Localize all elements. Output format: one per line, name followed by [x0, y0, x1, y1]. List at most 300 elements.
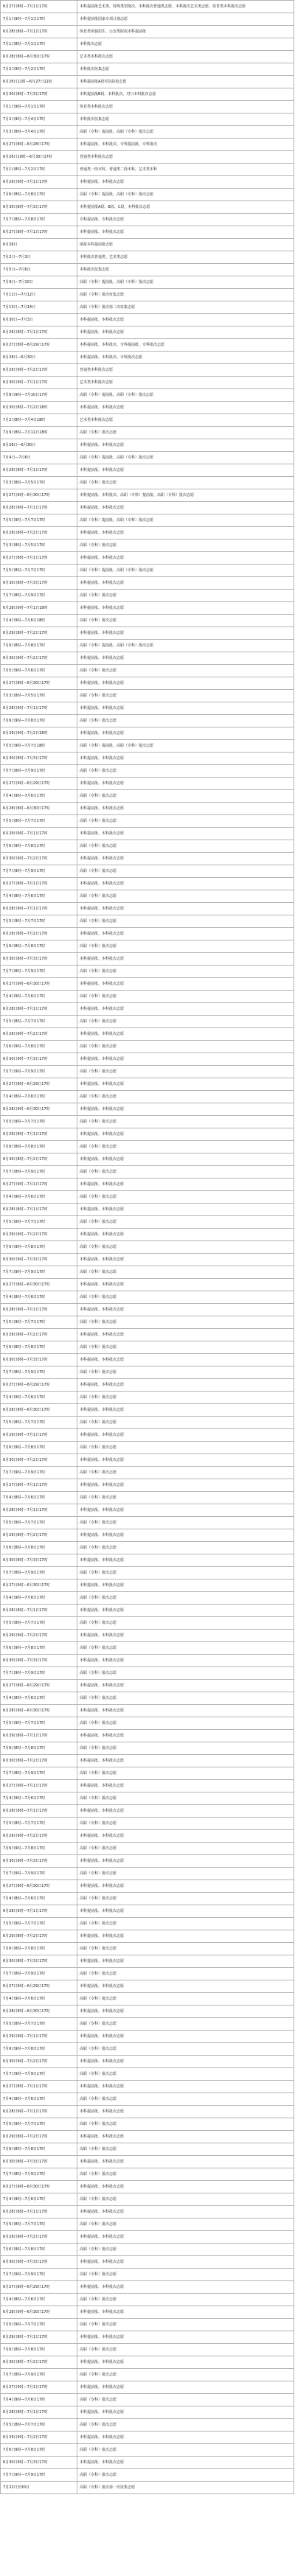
time-cell: 6月27日9时—7月1日17时 — [1, 2381, 77, 2393]
time-cell: 6月28日9时—7月1日17时 — [1, 1304, 77, 1316]
description-cell: 本科批次征集志愿 — [77, 264, 294, 276]
description-cell: 本科提前批、本科批次志愿 — [77, 1279, 294, 1291]
description-cell: 高职（专科）批次志愿 — [77, 2219, 294, 2230]
table-row — [1, 602, 294, 615]
table-row — [1, 2018, 294, 2031]
table-row — [1, 540, 294, 552]
description-cell: 高职（专科）批次志愿 — [77, 1191, 294, 1203]
time-cell: 7月5日9时—7月7日17时 — [1, 2118, 77, 2130]
table-row — [1, 1191, 294, 1204]
time-cell: 7月4日8时—7月6日17时 — [1, 1692, 77, 1704]
table-row — [1, 1179, 294, 1191]
time-cell: 6月30日9时—7月3日17时 — [1, 2256, 77, 2268]
time-cell: 7月3日8时—7月4日17时 — [1, 126, 77, 138]
time-cell: 6月28日9时—6月30日17时 — [1, 1705, 77, 1717]
time-cell: 6月30日9时—7月2日17时 — [1, 853, 77, 865]
table-row — [1, 1843, 294, 1855]
description-cell: 本科提前批、本科批次志愿 — [77, 439, 294, 451]
table-row — [1, 414, 294, 427]
table-row — [1, 652, 294, 665]
time-cell: 7月7日8时—7月9日17时 — [1, 1166, 77, 1178]
time-cell: 7月7日8时—7月9日17时 — [1, 1968, 77, 1980]
table-row — [1, 1755, 294, 1767]
description-cell: 高职（专科）批次志愿 — [77, 1692, 294, 1704]
description-cell: 高职（专科）批次志愿 — [77, 1793, 294, 1804]
time-cell: 7月4日9时—7月6日17时 — [1, 991, 77, 1002]
table-row — [1, 1153, 294, 1166]
description-cell: 高职（专科）批次志愿 — [77, 1517, 294, 1529]
table-row — [1, 1767, 294, 1780]
table-row — [1, 1968, 294, 1980]
description-cell: 本科提前批、本科批次志愿 — [77, 1028, 294, 1040]
time-cell: 7月3日8时—7月5日17时 — [1, 690, 77, 702]
time-cell: 7月6日9时—7月8日17时 — [1, 1642, 77, 1654]
table-row — [1, 2131, 294, 2143]
table-row — [1, 1517, 294, 1529]
time-cell: 7月5日9时—7月7日17时 — [1, 1717, 77, 1729]
time-cell: 7月7日8时—7月9日17时 — [1, 1567, 77, 1579]
table-row — [1, 727, 294, 740]
description-cell: 本科提前批、本科批次志愿 — [77, 402, 294, 413]
description-cell: 本科提前批、本科批次志愿 — [77, 1204, 294, 1215]
table-row — [1, 1467, 294, 1479]
description-cell: 本科提前批、本科批次志愿 — [77, 1605, 294, 1616]
table-row — [1, 176, 294, 189]
time-cell: 7月1日9时—7月1日17时 — [1, 101, 77, 113]
table-row — [1, 1078, 294, 1091]
table-row — [1, 2244, 294, 2256]
table-row — [1, 2256, 294, 2269]
description-cell: 本科提前批、本科批次志愿 — [77, 2081, 294, 2092]
table-row — [1, 840, 294, 853]
description-cell: 本科提前批、本科批次志愿 — [77, 1454, 294, 1466]
time-cell: 6月28日8时—7月1日17时 — [1, 1605, 77, 1616]
time-cell: 7月4日9时—7月6日17时 — [1, 1191, 77, 1203]
table-row — [1, 477, 294, 489]
table-row — [1, 1930, 294, 1943]
table-row — [1, 1580, 294, 1592]
time-cell: 7月6日8时—7月8日17时 — [1, 1742, 77, 1754]
time-cell: 7月6日9时—7月8日17时 — [1, 2444, 77, 2456]
time-cell: 7月6日9时—7月8日17时 — [1, 1442, 77, 1453]
table-row — [1, 439, 294, 452]
table-row — [1, 1918, 294, 1930]
time-cell: 7月7日8时—7月9日17时 — [1, 2369, 77, 2381]
description-cell: 高职（专科）批次志愿 — [77, 815, 294, 827]
time-cell: 7月6日9时—7月8日17时 — [1, 2244, 77, 2255]
time-cell: 6月29日9时—7月1日17时 — [1, 1429, 77, 1441]
description-cell: 高职（专科）批次志愿 — [77, 1968, 294, 1980]
table-row — [1, 26, 294, 38]
time-cell: 6月27日9时—6月30日17时 — [1, 489, 77, 501]
time-cell: 6月29日8时—7月1日17时 — [1, 1730, 77, 1742]
time-cell: 7月3日8时—7月5日17时 — [1, 540, 77, 551]
description-cell: 本科提前批、本科批次志愿 — [77, 2106, 294, 2118]
time-cell: 7月7日8时—7月9日17时 — [1, 1767, 77, 1779]
time-cell: 6月30日9时—7月3日17时 — [1, 2457, 77, 2468]
description-cell: 高职（专科）批次志愿 — [77, 1291, 294, 1303]
table-row — [1, 1291, 294, 1304]
description-cell: 本科提前批、本科批次志愿 — [77, 1404, 294, 1416]
description-cell: 高职（专科）批次志愿 — [77, 590, 294, 601]
table-row — [1, 2143, 294, 2156]
table-row — [1, 489, 294, 502]
description-cell: 普通类本科批次志愿 — [77, 151, 294, 163]
table-row — [1, 1993, 294, 2006]
time-cell: 6月27日8时—6月30日17时 — [1, 677, 77, 689]
description-cell: 本科提前批、本科批次志愿 — [77, 1229, 294, 1240]
table-row — [1, 978, 294, 991]
time-cell: 7月4日—7月6日 — [1, 452, 77, 464]
time-cell: 6月28日8时—7月1日17时 — [1, 2206, 77, 2218]
description-cell: 高职（专科）批次志愿 — [77, 665, 294, 677]
table-row — [1, 878, 294, 890]
description-cell: 高职（专科）批次志愿 — [77, 2444, 294, 2456]
time-cell: 7月4日9时—7月6日17时 — [1, 1592, 77, 1604]
table-row — [1, 352, 294, 364]
description-cell: 本科提前批、本科批次志愿 — [77, 1103, 294, 1115]
time-cell: 7月7日9时—7月9日17时 — [1, 2068, 77, 2080]
time-cell: 6月30日9时—7月3日17时 — [1, 1655, 77, 1666]
time-cell: 6月29日9时—7月1日17时 — [1, 828, 77, 840]
table-row — [1, 690, 294, 702]
description-cell: 本科提前批、本科批次志愿 — [77, 1655, 294, 1666]
time-cell: 6月26日 — [1, 239, 77, 251]
time-cell: 6月27日9时—6月29日17时 — [1, 778, 77, 789]
table-row — [1, 1392, 294, 1404]
description-cell: 本科提前批、本科批次志愿 — [77, 2156, 294, 2168]
description-cell: 高职（专科）批次志愿 — [77, 1492, 294, 1504]
table-row — [1, 1705, 294, 1717]
description-cell: 高职（专科）批次志愿 — [77, 840, 294, 852]
table-row — [1, 63, 294, 76]
description-cell: 本科提前批、本科批次志愿 — [77, 1680, 294, 1692]
table-row — [1, 1204, 294, 1216]
description-cell: 高职（专科）批次志愿 — [77, 966, 294, 977]
description-cell: 本科批次志愿 — [77, 38, 294, 50]
table-row — [1, 2369, 294, 2381]
time-cell: 6月27日8时—7月1日17时 — [1, 878, 77, 890]
time-cell: 7月5日9时—7月7日17时 — [1, 915, 77, 927]
description-cell: 本科提前批、本科批次志愿 — [77, 2056, 294, 2067]
time-cell: 7月4日8时—7月6日17时 — [1, 2294, 77, 2306]
description-cell: 本科提前批、本科批次志愿 — [77, 2457, 294, 2468]
table-row — [1, 2031, 294, 2043]
description-cell: 本科提前批、本科批次志愿 — [77, 502, 294, 514]
time-cell: 7月5日8时—7月7日17时 — [1, 1617, 77, 1629]
description-cell: 本科提前批、本科批次志愿 — [77, 778, 294, 789]
time-cell: 7月5日8时—7月7日17时 — [1, 565, 77, 576]
table-row — [1, 2043, 294, 2056]
time-cell: 6月29日9时—7月2日18时 — [1, 727, 77, 739]
table-row — [1, 1429, 294, 1442]
description-cell: 本科提前批、本科批次志愿 — [77, 1153, 294, 1165]
time-cell: 6月30日9时—7月3日17时 — [1, 1053, 77, 1065]
description-cell: 本科提前批、本科批次志愿 — [77, 1630, 294, 1641]
time-cell: 6月27日8时—7月1日17时 — [1, 552, 77, 564]
description-cell: 本科提前批、本科批次志愿 — [77, 702, 294, 714]
description-cell: 高职（专科）批次志愿 — [77, 1392, 294, 1403]
table-row — [1, 1103, 294, 1116]
time-cell: 7月2日8时—7月4日18时 — [1, 414, 77, 426]
description-cell: 高职（专科）批次志愿 — [77, 2168, 294, 2180]
time-cell: 6月28日9时—7月1日18时 — [1, 602, 77, 614]
time-cell: 7月9日—7月10日 — [1, 276, 77, 288]
description-cell: 高职（专科）批次志愿 — [77, 2344, 294, 2356]
table-row — [1, 2006, 294, 2018]
description-cell: 高职（专科）批次志愿 — [77, 1216, 294, 1228]
time-cell: 6月27日8时—6月29日17时 — [1, 2281, 77, 2293]
description-cell: 本科批次普通类、艺术类志愿 — [77, 251, 294, 263]
time-cell: 6月29日8时—7月2日17时 — [1, 627, 77, 639]
description-cell: 本科提前批、本科批次志愿 — [77, 464, 294, 476]
table-row — [1, 1542, 294, 1554]
table-row — [1, 114, 294, 126]
table-row — [1, 615, 294, 627]
time-cell: 7月5日9时—7月7日17时 — [1, 2319, 77, 2331]
table-row — [1, 1605, 294, 1617]
table-row — [1, 2306, 294, 2319]
description-cell: 本科提前批、本科批次志愿 — [77, 2181, 294, 2193]
time-cell: 6月28日—6月30日 — [1, 439, 77, 451]
description-cell: 高职（专科）批次志愿 — [77, 2294, 294, 2306]
table-row — [1, 1780, 294, 1793]
table-row — [1, 201, 294, 214]
description-cell: 高职（专科）批次志愿 — [77, 1091, 294, 1103]
time-cell: 7月1日8时—7月2日17时 — [1, 164, 77, 175]
description-cell: 本科提前批、本科批次志愿 — [77, 1304, 294, 1316]
time-cell: 6月28日9时—6月30日17时 — [1, 2306, 77, 2318]
description-cell: 高职（专科）批次志愿 — [77, 1542, 294, 1554]
description-cell: 本科提前批、本科批次、专科批次志愿 — [77, 352, 294, 363]
table-row — [1, 1717, 294, 1730]
description-cell: 体育类本科批次志愿 — [77, 101, 294, 113]
table-row — [1, 339, 294, 352]
time-cell: 6月28日8时—6月30日17时 — [1, 51, 77, 63]
table-row — [1, 640, 294, 652]
description-cell: 本科提前批、本科批次志愿 — [77, 1078, 294, 1090]
description-cell: 艺术类本科批次志愿 — [77, 377, 294, 388]
description-cell: 本科提前批、本科批次志愿 — [77, 903, 294, 915]
time-cell: 6月28日9时—7月1日17时 — [1, 702, 77, 714]
description-cell: 高职（专科）提前批、高职（专科）批次志愿 — [77, 514, 294, 526]
description-cell: 本科提前批、本科批次志愿 — [77, 1128, 294, 1140]
table-row — [1, 1592, 294, 1605]
description-cell: 高职（专科）提前批、高职（专科）批次志愿 — [77, 452, 294, 464]
time-cell: 7月6日8时—7月8日17时 — [1, 1943, 77, 1955]
table-row — [1, 2406, 294, 2419]
table-row — [1, 101, 294, 114]
description-cell: 高职（专科）批次志愿 — [77, 2018, 294, 2030]
time-cell: 7月6日8时—7月8日17时 — [1, 2344, 77, 2356]
time-cell: 6月29日8时—7月2日17时 — [1, 1329, 77, 1341]
time-cell: 6月28日—6月30日 — [1, 352, 77, 363]
time-cell: 6月26日10时—6月30日17时 — [1, 151, 77, 163]
table-row — [1, 2156, 294, 2168]
description-cell: 本科提前批、本科批次志愿 — [77, 2432, 294, 2443]
table-row — [1, 1417, 294, 1429]
table-row — [1, 853, 294, 865]
table-row — [1, 1442, 294, 1454]
description-cell: 高职（专科）批次第二次征集志愿 — [77, 301, 294, 313]
description-cell: 本科批次征集志愿 — [77, 114, 294, 125]
description-cell: 高职（专科）批次志愿 — [77, 940, 294, 952]
table-row — [1, 627, 294, 640]
table-row — [1, 1943, 294, 1955]
table-row — [1, 702, 294, 715]
description-cell: 高职（专科）批次志愿 — [77, 2043, 294, 2055]
description-cell: 高职（专科）批次志愿 — [77, 1041, 294, 1053]
description-cell: 本科提前批、本科批次志愿 — [77, 552, 294, 564]
time-cell: 7月5日9时—7月7日17时 — [1, 514, 77, 526]
time-cell: 7月6日9时—7月8日17时 — [1, 840, 77, 852]
description-cell: 本科提前批、本科批次志愿 — [77, 2331, 294, 2343]
description-cell: 高职（专科）批次志愿 — [77, 2419, 294, 2431]
description-cell: 高职（专科）批次志愿 — [77, 1341, 294, 1353]
table-row — [1, 1028, 294, 1041]
description-cell: 高职（专科）批次志愿 — [77, 1818, 294, 1829]
table-row — [1, 577, 294, 590]
time-cell: 6月30日8时—7月3日17时 — [1, 1955, 77, 1967]
description-cell: 本科提前批、本科批次志愿 — [77, 2406, 294, 2418]
time-cell: 7月5日8时—7月7日17时 — [1, 1216, 77, 1228]
table-row — [1, 151, 294, 164]
description-cell: 高职（专科）提前批、高职（专科）批次志愿 — [77, 565, 294, 576]
time-cell: 6月29日8时—7月2日17时 — [1, 527, 77, 539]
time-cell: 7月5日8时—7月7日17时 — [1, 1016, 77, 1027]
time-cell: 7月4日9时—7月6日17时 — [1, 2193, 77, 2205]
description-cell: 本科提前批、本科批次志愿 — [77, 2031, 294, 2042]
description-cell: 高职（专科）批次志愿 — [77, 2068, 294, 2080]
time-cell: 7月5日8时—7月7日17时 — [1, 2219, 77, 2230]
description-cell: 本科提前批、本科批次志愿 — [77, 226, 294, 238]
table-row — [1, 364, 294, 377]
time-cell: 7月3日8时—7月5日17时 — [1, 477, 77, 489]
description-cell: 高职（专科）批次志愿 — [77, 2193, 294, 2205]
description-cell: 本科提前批B段、本科批次、对口本科批次志愿 — [77, 88, 294, 100]
description-cell: 本科提前批A段、B段、C段，本科批次志愿 — [77, 201, 294, 213]
table-row — [1, 2168, 294, 2181]
table-row — [1, 2193, 294, 2206]
description-cell: 高职（专科）提前批、高职（专科）批次志愿 — [77, 640, 294, 652]
table-row — [1, 1279, 294, 1291]
time-cell: 6月30日8时—7月3日17时 — [1, 753, 77, 764]
time-cell: 6月29日9时—7月2日17时 — [1, 2231, 77, 2243]
description-cell: 本科提前批、本科批次志愿 — [77, 2356, 294, 2368]
time-cell: 6月27日8时—6月28日17时 — [1, 139, 77, 150]
time-cell: 6月30日8时—7月3日17时 — [1, 953, 77, 965]
time-cell: 7月7日8时—7月9日17时 — [1, 966, 77, 977]
description-cell: 体育类单独招生、公安类院校本科提前批 — [77, 26, 294, 38]
time-cell: 7月6日8时—7月8日17时 — [1, 940, 77, 952]
description-cell: 本科提前批、本科批次志愿 — [77, 602, 294, 614]
description-cell: 本科提前批、本科批次志愿 — [77, 853, 294, 865]
table-row — [1, 2469, 294, 2482]
time-cell: 6月29日8时—7月1日17时 — [1, 2331, 77, 2343]
time-cell: 7月4日9时—7月6日17时 — [1, 1793, 77, 1804]
table-row — [1, 1818, 294, 1830]
table-row — [1, 590, 294, 602]
time-cell: 7月13日—7月14日 — [1, 301, 77, 313]
time-cell: 6月28日8时—7月1日17时 — [1, 2406, 77, 2418]
time-cell: 6月28日8时—7月1日17时 — [1, 1003, 77, 1015]
time-cell: 6月29日9时—7月1日17时 — [1, 2031, 77, 2042]
table-row — [1, 1868, 294, 1880]
table-row — [1, 2056, 294, 2068]
table-row — [1, 1730, 294, 1742]
table-row — [1, 1354, 294, 1366]
description-cell: 高职（专科）批次志愿 — [77, 790, 294, 802]
time-cell: 6月27日9时—6月29日17时 — [1, 1379, 77, 1391]
time-cell: 6月29日9时—7月2日17时 — [1, 2432, 77, 2443]
description-cell: 本科提前批、本科批次志愿 — [77, 1930, 294, 1942]
time-cell: 7月5日8时—7月7日17时 — [1, 815, 77, 827]
table-row — [1, 1066, 294, 1078]
description-cell: 本科提前批、本科批次志愿 — [77, 1805, 294, 1817]
table-row — [1, 139, 294, 151]
table-row — [1, 803, 294, 815]
table-row — [1, 940, 294, 953]
time-cell: 6月30日8时—7月3日17时 — [1, 2156, 77, 2168]
description-cell: 高职（专科）批次志愿 — [77, 1366, 294, 1378]
description-cell: 高职（专科）批次志愿 — [77, 1843, 294, 1854]
description-cell: 高职（专科）批次志愿 — [77, 715, 294, 727]
table-row — [1, 903, 294, 915]
description-cell: 高职（专科）批次志愿 — [77, 690, 294, 702]
time-cell: 6月30日8时—7月3日17时 — [1, 1554, 77, 1566]
table-row — [1, 1041, 294, 1053]
description-cell: 本科提前批、本科批次志愿 — [77, 1429, 294, 1441]
description-cell: 高职（专科）批次志愿 — [77, 1141, 294, 1153]
time-cell: 6月28日8时—7月1日17时 — [1, 1204, 77, 1215]
time-cell: 7月4日9时—7月6日17时 — [1, 1993, 77, 2005]
time-cell: 6月27日8时—6月30日17时 — [1, 1279, 77, 1291]
time-cell: 6月27日9时—6月29日17时 — [1, 1980, 77, 1992]
description-cell: 本科提前批国家专项计划志愿 — [77, 13, 294, 25]
table-row — [1, 740, 294, 753]
time-cell: 6月27日9时—7月1日17时 — [1, 1179, 77, 1190]
table-row — [1, 389, 294, 402]
description-cell: 本科提前批、本科批次志愿 — [77, 1354, 294, 1366]
description-cell: 高职（专科）批次志愿 — [77, 2319, 294, 2331]
description-cell: 高职（专科）批次志愿 — [77, 2394, 294, 2406]
time-cell: 7月1日8时—7月1日17时 — [1, 38, 77, 50]
description-cell: 高职（专科）提前批、高职（专科）批次志愿 — [77, 740, 294, 752]
description-cell: 高职（专科）批次志愿 — [77, 540, 294, 551]
description-cell: 本科提前批、本科批次志愿 — [77, 1529, 294, 1541]
table-row — [1, 2269, 294, 2281]
time-cell: 7月7日9时—7月9日17时 — [1, 1868, 77, 1879]
table-row — [1, 778, 294, 790]
time-cell: 7月2日9时—7月4日17时 — [1, 114, 77, 125]
description-cell: 高职（专科）批次志愿 — [77, 1066, 294, 1078]
table-row — [1, 88, 294, 101]
time-cell: 6月26日8时—7月1日17时 — [1, 327, 77, 338]
description-cell: 本科提前批、本科批次志愿 — [77, 527, 294, 539]
description-cell: 高职（专科）批次志愿 — [77, 2244, 294, 2255]
description-cell: 高职（专科）批次志愿 — [77, 1642, 294, 1654]
time-cell: 6月28日9时—7月1日17时 — [1, 903, 77, 915]
time-cell: 6月29日8时—7月2日17时 — [1, 1930, 77, 1942]
time-cell: 6月29日9时—7月2日17时 — [1, 1028, 77, 1040]
time-cell: 7月4日9时—7月6日17时 — [1, 1392, 77, 1403]
table-row — [1, 1003, 294, 1016]
description-cell: 高职（专科）批次志愿 — [77, 477, 294, 489]
description-cell: 本科提前批、本科批次志愿 — [77, 2006, 294, 2017]
description-cell: 高职（专科）批次志愿 — [77, 991, 294, 1002]
description-cell: 本科提前批、本科批次志愿 — [77, 652, 294, 664]
time-cell: 7月7日8时—7月9日17时 — [1, 1366, 77, 1378]
